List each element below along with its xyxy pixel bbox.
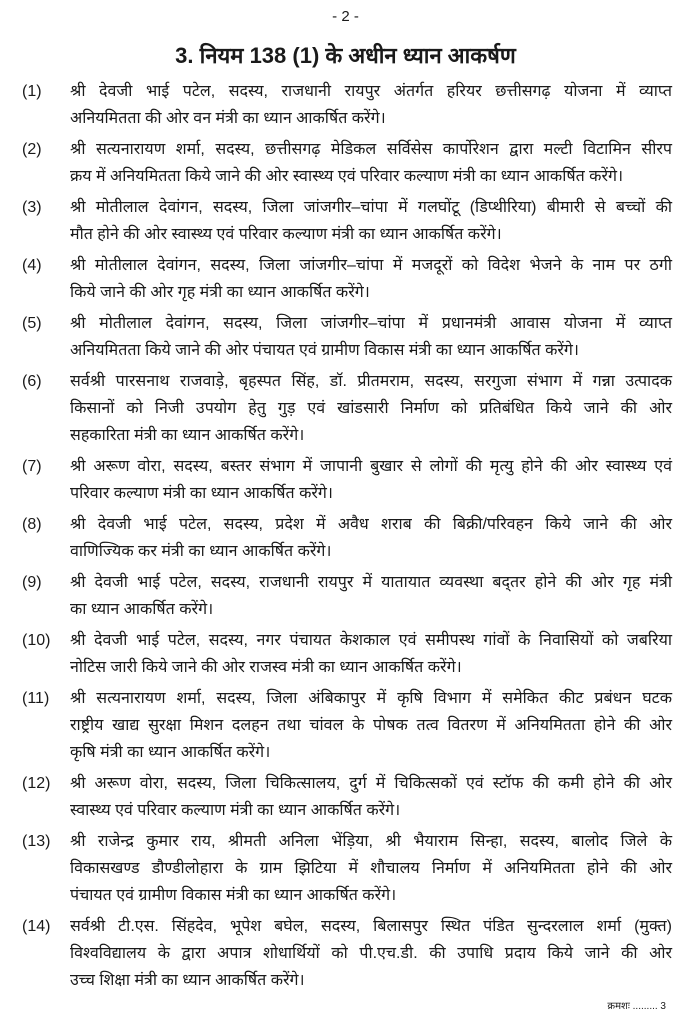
item-text — [70, 78, 672, 132]
item-number: (14) — [22, 918, 51, 935]
list-item — [22, 453, 672, 507]
list-item — [22, 913, 672, 994]
page-content — [22, 78, 672, 1014]
text-line: मौत होने की ओर स्वास्थ्य एवं परिवार कल्याण मंत्री का ध्यान आकर्षित करेंगे। — [70, 226, 502, 243]
item-text — [70, 453, 672, 507]
list-item — [22, 685, 672, 766]
text-line: राष्ट्रीय खाद्य सुरक्षा मिशन दलहन तथा चांवल के पोषक तत्व वितरण में अनियमितता होने की ओर — [70, 717, 672, 734]
text-line: स्वास्थ्य एवं परिवार कल्याण मंत्री का ध्यान आकर्षित करेंगे। — [70, 802, 401, 819]
text-line: सर्वश्री पारसनाथ राजवाड़े, बृहस्पत सिंह, डॉ. प्रीतमराम, सदस्य, सरगुजा संभाग में गन्ना उत्पादक — [70, 373, 672, 390]
text-line: अनियमितता किये जाने की ओर पंचायत एवं ग्रामीण विकास मंत्री का ध्यान आकर्षित करेंगे। — [70, 342, 579, 359]
item-number: (8) — [22, 516, 42, 533]
item-number: (4) — [22, 257, 42, 274]
list-item — [22, 770, 672, 824]
list-item — [22, 511, 672, 565]
text-line: सर्वश्री टी.एस. सिंहदेव, भूपेश बघेल, सदस्य, बिलासपुर स्थित पंडित सुन्दरलाल शर्मा (मुक्त) — [70, 918, 672, 935]
continued-note: क्रमशः ......... 3 — [607, 1001, 666, 1012]
text-line: श्री मोतीलाल देवांगन, सदस्य, जिला जांजगीर–चांपा में प्रधानमंत्री आवास योजना में व्याप्त — [70, 315, 672, 332]
text-line: परिवार कल्याण मंत्री का ध्यान आकर्षित करेंगे। — [70, 485, 333, 502]
section-title: 3. नियम 138 (1) के अधीन ध्यान आकर्षण — [175, 43, 516, 68]
list-item — [22, 368, 672, 449]
text-line: नोटिस जारी किये जाने की ओर राजस्व मंत्री का ध्यान आकर्षित करेंगे। — [70, 659, 462, 676]
list-item — [22, 310, 672, 364]
text-line: श्री देवजी भाई पटेल, सदस्य, राजधानी रायपुर अंतर्गत हरियर छत्तीसगढ़ योजना में व्याप्त — [70, 83, 672, 100]
list-item — [22, 828, 672, 909]
item-number: (5) — [22, 315, 42, 332]
item-text — [70, 685, 672, 766]
text-line: वाणिज्यिक कर मंत्री का ध्यान आकर्षित करेंगे। — [70, 543, 332, 560]
text-line: श्री अरूण वोरा, सदस्य, जिला चिकित्सालय, दुर्ग में चिकित्सकों एवं स्टॉफ की कमी होने की ओर — [70, 775, 672, 792]
item-number: (9) — [22, 574, 42, 591]
item-text — [70, 828, 672, 909]
list-item — [22, 194, 672, 248]
item-text — [70, 913, 672, 994]
item-number: (7) — [22, 458, 42, 475]
list-item — [22, 627, 672, 681]
text-line: कृषि मंत्री का ध्यान आकर्षित करेंगे। — [70, 744, 271, 761]
text-line: अनियमितता की ओर वन मंत्री का ध्यान आकर्षित करेंगे। — [70, 110, 386, 127]
text-line: सहकारिता मंत्री का ध्यान आकर्षित करेंगे। — [70, 427, 305, 444]
text-line: विश्वविद्यालय के द्वारा अपात्र शोधार्थियों को पी.एच.डी. की उपाधि प्रदाय किये जाने की ओर — [70, 945, 672, 962]
text-line: क्रय में अनियमितता किये जाने की ओर स्वास्थ्य एवं परिवार कल्याण मंत्री का ध्यान आकर्षित करेंगे। — [70, 168, 624, 185]
item-text — [70, 368, 672, 449]
item-number: (10) — [22, 632, 51, 649]
page-number: - 2 - — [332, 8, 359, 25]
item-text — [70, 511, 672, 565]
item-number: (3) — [22, 199, 42, 216]
text-line: श्री देवजी भाई पटेल, सदस्य, प्रदेश में अवैध शराब की बिक्री/परिवहन किये जाने की ओर — [70, 516, 672, 533]
text-line: विकासखण्ड डौण्डीलोहारा के ग्राम झिटिया में शौचालय निर्माण में अनियमितता होने की ओर — [70, 860, 672, 877]
text-line: श्री अरूण वोरा, सदस्य, बस्तर संभाग में जापानी बुखार से लोगों की मृत्यु होने की ओर स्वास्थ्य एवं — [70, 458, 672, 475]
item-number: (13) — [22, 833, 51, 850]
text-line: उच्च शिक्षा मंत्री का ध्यान आकर्षित करेंगे। — [70, 972, 305, 989]
list-item — [22, 136, 672, 190]
text-line: श्री राजेन्द्र कुमार राय, श्रीमती अनिला भेंड़िया, श्री भैयाराम सिन्हा, सदस्य, बालोद जिले के — [70, 833, 672, 850]
text-line: श्री देवजी भाई पटेल, सदस्य, राजधानी रायपुर में यातायात व्यवस्था बद्तर होने की ओर गृह मंत्री — [70, 574, 672, 591]
item-text — [70, 569, 672, 623]
text-line: किसानों को निजी उपयोग हेतु गुड़ एवं खांडसारी निर्माण को प्रतिबंधित किये जाने की ओर — [70, 400, 672, 417]
item-number: (11) — [22, 690, 50, 707]
item-number: (1) — [22, 83, 42, 100]
text-line: श्री सत्यनारायण शर्मा, सदस्य, जिला अंबिकापुर में कृषि विभाग में समेकित कीट प्रबंधन घटक — [70, 690, 672, 707]
item-number: (12) — [22, 775, 51, 792]
list-item — [22, 569, 672, 623]
item-text — [70, 627, 672, 681]
text-line: श्री मोतीलाल देवांगन, सदस्य, जिला जांजगीर–चांपा में गलघोंटू (डिप्थीरिया) बीमारी से बच्चों की — [70, 199, 672, 216]
text-line: श्री देवजी भाई पटेल, सदस्य, नगर पंचायत केशकाल एवं समीपस्थ गांवों के निवासियों को जबरिया — [70, 632, 672, 649]
text-line: पंचायत एवं ग्रामीण विकास मंत्री का ध्यान आकर्षित करेंगे। — [70, 887, 397, 904]
item-text — [70, 770, 672, 824]
item-number: (2) — [22, 141, 42, 158]
list-item — [22, 78, 672, 132]
item-list — [22, 78, 672, 994]
text-line: किये जाने की ओर गृह मंत्री का ध्यान आकर्षित करेंगे। — [70, 284, 370, 301]
item-text — [70, 194, 672, 248]
text-line: का ध्यान आकर्षित करेंगे। — [70, 601, 214, 618]
item-text — [70, 310, 672, 364]
list-item — [22, 252, 672, 306]
item-text — [70, 136, 672, 190]
text-line: श्री मोतीलाल देवांगन, सदस्य, जिला जांजगीर–चांपा में मजदूरों को विदेश भेजने के नाम पर ठगी — [70, 257, 672, 274]
item-number: (6) — [22, 373, 42, 390]
item-text — [70, 252, 672, 306]
text-line: श्री सत्यनारायण शर्मा, सदस्य, छत्तीसगढ़ मेडिकल सर्विसेस कार्पोरेशन द्वारा मल्टी विटामिन सीरप — [70, 141, 672, 158]
